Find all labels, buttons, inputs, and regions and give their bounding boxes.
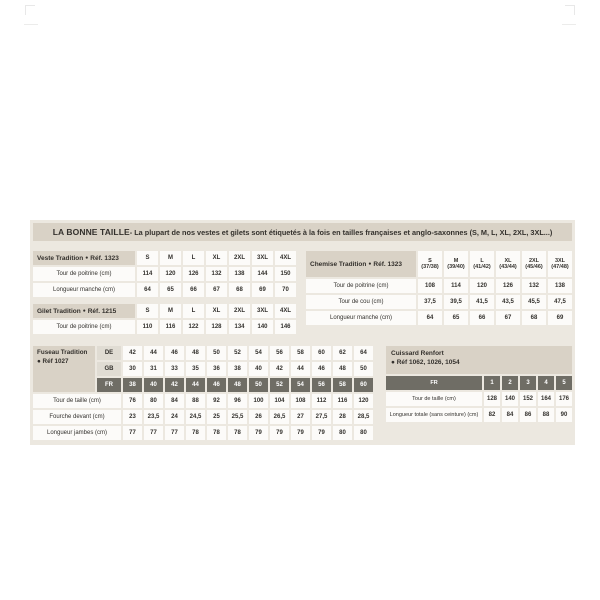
table-cell: 84 <box>502 408 518 422</box>
veste-table-title <box>33 251 135 265</box>
table-cell: 56 <box>312 378 331 392</box>
table-cell: 77 <box>144 426 163 440</box>
table-cell: 40 <box>144 378 163 392</box>
table-cell: 42 <box>270 362 289 376</box>
table-cell: 54 <box>291 378 310 392</box>
bullet-icon: ● <box>368 261 372 267</box>
row-label: Longueur manche (cm) <box>33 283 135 297</box>
table-cell: 36 <box>207 362 226 376</box>
gilet-table-title <box>33 304 135 318</box>
cuissard-grid <box>386 376 572 422</box>
table-cell: 110 <box>137 320 158 334</box>
table-cell: 88 <box>538 408 554 422</box>
table-cell: 138 <box>229 267 250 281</box>
table-cell: S <box>137 251 158 265</box>
table-cell: XL <box>206 251 227 265</box>
row-label: DE <box>97 346 121 360</box>
page-title-bold: LA BONNE TAILLE <box>52 227 130 237</box>
table-cell: 82 <box>484 408 500 422</box>
table-cell: S (37/38) <box>418 251 442 277</box>
table-cell: 108 <box>291 394 310 408</box>
row-label: Tour de taille (cm) <box>33 394 121 408</box>
table-cell: 152 <box>520 392 536 406</box>
table-cell: 146 <box>275 320 296 334</box>
crop-mark <box>565 5 575 15</box>
tables-row-top <box>33 251 572 334</box>
table-cell: 78 <box>207 426 226 440</box>
table-cell: 64 <box>354 346 373 360</box>
table-cell: 4 <box>538 376 554 390</box>
chemise-tradition-table <box>306 251 572 334</box>
table-cell: 37,5 <box>418 295 442 309</box>
table-cell: 24,5 <box>186 410 205 424</box>
table-cell: 80 <box>333 426 352 440</box>
table-cell: 2 <box>502 376 518 390</box>
table-cell: 62 <box>333 346 352 360</box>
crop-mark <box>24 24 38 25</box>
table-cell: 66 <box>183 283 204 297</box>
table-cell: 64 <box>418 311 442 325</box>
bullet-icon: ● <box>82 308 86 314</box>
table-cell: 48 <box>186 346 205 360</box>
veste-gilet-column <box>33 251 296 334</box>
table-cell: 5 <box>556 376 572 390</box>
table-cell: 128 <box>484 392 500 406</box>
table-cell: 108 <box>418 279 442 293</box>
table-cell: 68 <box>229 283 250 297</box>
table-cell: 92 <box>207 394 226 408</box>
row-label: GB <box>97 362 121 376</box>
table-title-text: Chemise Tradition <box>310 260 367 268</box>
table-cell: 138 <box>548 279 572 293</box>
gilet-tradition-table <box>33 304 296 334</box>
page-title <box>33 223 572 241</box>
table-cell: 140 <box>252 320 273 334</box>
table-cell: 35 <box>186 362 205 376</box>
row-label: FR <box>97 378 121 392</box>
bullet-icon: ● <box>85 255 89 261</box>
table-cell: 28,5 <box>354 410 373 424</box>
table-cell: 67 <box>496 311 520 325</box>
table-cell: 80 <box>354 426 373 440</box>
table-cell: 50 <box>354 362 373 376</box>
row-label: Fourche devant (cm) <box>33 410 121 424</box>
table-cell: 3XL <box>252 304 273 318</box>
table-cell: 86 <box>520 408 536 422</box>
table-cell: 79 <box>312 426 331 440</box>
cuissard-fr-label: FR <box>386 376 482 390</box>
table-cell: 42 <box>165 378 184 392</box>
table-cell: 114 <box>137 267 158 281</box>
fuseau-tradition-table <box>33 346 373 440</box>
chemise-table-title <box>306 251 416 277</box>
veste-tradition-table <box>33 251 296 297</box>
table-cell: 27 <box>291 410 310 424</box>
row-label: Tour de poitrine (cm) <box>33 267 135 281</box>
table-cell: 120 <box>470 279 494 293</box>
table-cell: 84 <box>165 394 184 408</box>
table-cell: 65 <box>444 311 468 325</box>
table-cell: 77 <box>123 426 142 440</box>
table-cell: 30 <box>123 362 142 376</box>
row-label: Tour de cou (cm) <box>306 295 416 309</box>
table-cell: 176 <box>556 392 572 406</box>
table-cell: XL (43/44) <box>496 251 520 277</box>
table-cell: 44 <box>186 378 205 392</box>
table-ref-text: ● Réf 1027 <box>37 357 69 365</box>
table-cell: 38 <box>123 378 142 392</box>
table-cell: L (41/42) <box>470 251 494 277</box>
table-cell: 76 <box>123 394 142 408</box>
table-cell: 27,5 <box>312 410 331 424</box>
table-cell: 43,5 <box>496 295 520 309</box>
table-cell: 26 <box>249 410 268 424</box>
table-cell: 64 <box>137 283 158 297</box>
table-ref-text: ● Réf 1062, 1026, 1054 <box>391 359 460 367</box>
fuseau-size-grid <box>97 346 373 392</box>
table-cell: 3XL <box>252 251 273 265</box>
table-cell: XL <box>206 304 227 318</box>
table-cell: 100 <box>249 394 268 408</box>
table-cell: M (39/40) <box>444 251 468 277</box>
crop-mark <box>25 5 35 15</box>
table-cell: 47,5 <box>548 295 572 309</box>
table-cell: M <box>160 304 181 318</box>
table-cell: 120 <box>354 394 373 408</box>
table-cell: 77 <box>165 426 184 440</box>
table-cell: 126 <box>183 267 204 281</box>
cuissard-renfort-table <box>386 346 572 440</box>
table-cell: 134 <box>229 320 250 334</box>
table-cell: 50 <box>249 378 268 392</box>
table-cell: 2XL <box>229 251 250 265</box>
table-cell: 46 <box>207 378 226 392</box>
table-cell: 78 <box>186 426 205 440</box>
table-cell: 120 <box>160 267 181 281</box>
table-cell: 25 <box>207 410 226 424</box>
table-cell: 79 <box>270 426 289 440</box>
table-cell: 144 <box>252 267 273 281</box>
table-cell: 79 <box>249 426 268 440</box>
table-cell: 23,5 <box>144 410 163 424</box>
cuissard-table-title <box>386 346 572 374</box>
row-label: Longueur manche (cm) <box>306 311 416 325</box>
page-title-rest: - La plupart de nos vestes et gilets sont étiquetés à la fois en tailles françaises et anglo-saxonnes (S, M, L, XL, 2XL, 3XL...) <box>129 227 553 237</box>
table-cell: 39,5 <box>444 295 468 309</box>
table-cell: 114 <box>444 279 468 293</box>
tables-row-bottom <box>33 346 572 442</box>
table-cell: 122 <box>183 320 204 334</box>
table-cell: 60 <box>312 346 331 360</box>
table-cell: 31 <box>144 362 163 376</box>
table-cell: 4XL <box>275 304 296 318</box>
table-cell: 54 <box>249 346 268 360</box>
row-label: Longueur totale (sans ceinture) (cm) <box>386 408 482 422</box>
table-cell: 150 <box>275 267 296 281</box>
table-cell: 67 <box>206 283 227 297</box>
table-cell: 48 <box>333 362 352 376</box>
table-cell: 65 <box>160 283 181 297</box>
row-label: Tour de taille (cm) <box>386 392 482 406</box>
table-cell: 88 <box>186 394 205 408</box>
table-cell: 45,5 <box>522 295 546 309</box>
row-label: Tour de poitrine (cm) <box>33 320 135 334</box>
table-cell: 4XL <box>275 251 296 265</box>
table-cell: 23 <box>123 410 142 424</box>
table-cell: 3XL (47/48) <box>548 251 572 277</box>
fuseau-data-grid <box>33 394 373 440</box>
table-cell: 52 <box>228 346 247 360</box>
table-cell: 40 <box>249 362 268 376</box>
table-cell: 2XL <box>229 304 250 318</box>
table-title-text: Fuseau Tradition <box>37 349 88 356</box>
table-cell: 128 <box>206 320 227 334</box>
table-cell: 26,5 <box>270 410 289 424</box>
table-cell: 78 <box>228 426 247 440</box>
table-cell: 38 <box>228 362 247 376</box>
table-cell: 112 <box>312 394 331 408</box>
table-cell: 116 <box>333 394 352 408</box>
table-cell: 164 <box>538 392 554 406</box>
table-cell: 58 <box>333 378 352 392</box>
table-cell: 44 <box>291 362 310 376</box>
table-cell: 140 <box>502 392 518 406</box>
table-cell: 50 <box>207 346 226 360</box>
table-cell: 79 <box>291 426 310 440</box>
table-cell: 42 <box>123 346 142 360</box>
table-cell: 44 <box>144 346 163 360</box>
table-cell: 70 <box>275 283 296 297</box>
table-cell: 1 <box>484 376 500 390</box>
table-cell: 56 <box>270 346 289 360</box>
crop-mark <box>562 24 576 25</box>
size-guide-sheet <box>30 220 575 445</box>
table-cell: 80 <box>144 394 163 408</box>
table-ref-text: Réf. 1323 <box>90 254 119 262</box>
table-cell: 96 <box>228 394 247 408</box>
row-label: Tour de poitrine (cm) <box>306 279 416 293</box>
table-cell: 104 <box>270 394 289 408</box>
table-cell: 66 <box>470 311 494 325</box>
table-cell: 41,5 <box>470 295 494 309</box>
table-cell: S <box>137 304 158 318</box>
table-title-text: Veste Tradition <box>37 254 84 262</box>
table-ref-text: Réf. 1215 <box>87 307 117 315</box>
table-cell: 58 <box>291 346 310 360</box>
fuseau-table-title <box>33 346 95 392</box>
table-cell: 48 <box>228 378 247 392</box>
table-cell: 60 <box>354 378 373 392</box>
table-cell: 132 <box>206 267 227 281</box>
table-cell: 46 <box>165 346 184 360</box>
table-cell: 126 <box>496 279 520 293</box>
table-cell: 52 <box>270 378 289 392</box>
table-cell: 33 <box>165 362 184 376</box>
table-cell: 116 <box>160 320 181 334</box>
table-cell: 24 <box>165 410 184 424</box>
table-cell: 2XL (45/46) <box>522 251 546 277</box>
table-cell: 68 <box>522 311 546 325</box>
table-cell: M <box>160 251 181 265</box>
table-cell: 132 <box>522 279 546 293</box>
table-cell: L <box>183 251 204 265</box>
table-cell: 28 <box>333 410 352 424</box>
row-label: Longueur jambes (cm) <box>33 426 121 440</box>
table-cell: 90 <box>556 408 572 422</box>
table-cell: 3 <box>520 376 536 390</box>
table-cell: 69 <box>252 283 273 297</box>
table-cell: 46 <box>312 362 331 376</box>
table-ref-text: Réf. 1323 <box>373 260 402 268</box>
table-title-text: Cuissard Renfort <box>391 350 444 357</box>
table-cell: L <box>183 304 204 318</box>
fuseau-size-section <box>33 346 373 392</box>
table-title-text: Gilet Tradition <box>37 307 81 315</box>
table-cell: 69 <box>548 311 572 325</box>
table-cell: 25,5 <box>228 410 247 424</box>
